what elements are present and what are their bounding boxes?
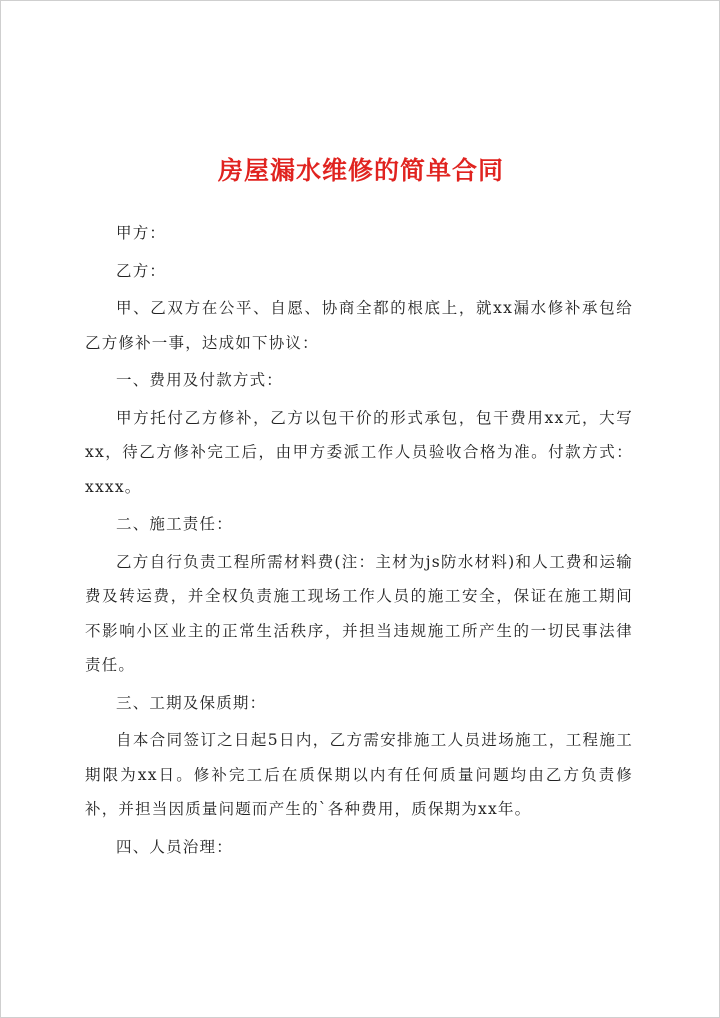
section-heading-responsibility: 二、施工责任： bbox=[116, 515, 233, 533]
section-heading-schedule: 三、工期及保质期： bbox=[116, 693, 267, 712]
schedule-paragraph: 自本合同签订之日起5日内，乙方需安排施工人员进场施工，工程施工期限为xx日。修补完工后在质保期以内有任何质量问题均由乙方负责修补，并担当因质量问题而产生的`各种费用，质保期为xx年。 bbox=[85, 731, 633, 818]
document-title: 房屋漏水维修的简单合同 bbox=[217, 156, 504, 185]
party-b-line: 乙方： bbox=[116, 261, 167, 280]
party-a-line: 甲方： bbox=[116, 224, 167, 242]
responsibility-paragraph: 乙方自行负责工程所需材料费(注：主材为js防水材料)和人工费和运输费及转运费，并全权负责施工现场工作人员的施工安全，保证在施工期间不影响小区业主的正常生活秩序，并担当违规施工所产生的一切民事法律责任。 bbox=[85, 552, 633, 674]
payment-paragraph: 甲方托付乙方修补，乙方以包干价的形式承包，包干费用xx元，大写xx，待乙方修补完工后，由甲方委派工作人员验收合格为准。付款方式：xxxx。 bbox=[85, 408, 633, 496]
section-heading-personnel: 四、人员治理： bbox=[116, 837, 233, 856]
intro-paragraph: 甲、乙双方在公平、自愿、协商全都的根底上，就xx漏水修补承包给乙方修补一事，达成如下协议： bbox=[85, 299, 633, 352]
section-heading-payment: 一、费用及付款方式： bbox=[116, 371, 284, 389]
document-body bbox=[85, 216, 633, 867]
